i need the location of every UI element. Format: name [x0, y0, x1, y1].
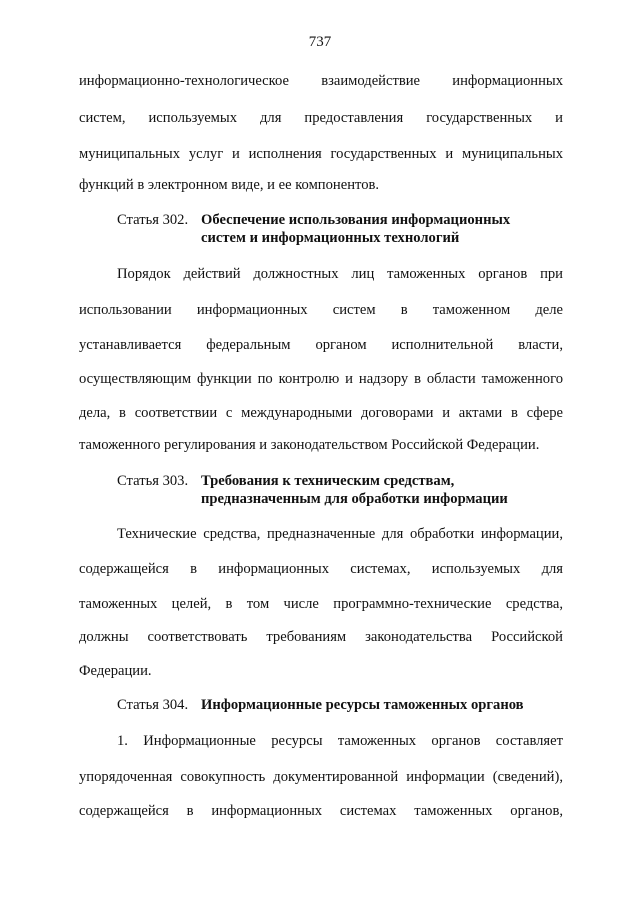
article-304-line-1: 1. Информационные ресурсы таможенных органов составляет — [117, 733, 563, 749]
article-304-title-line-1: Информационные ресурсы таможенных органов — [201, 697, 524, 713]
article-303-line-4: должны соответствовать требованиям законодательства Российской — [79, 629, 563, 645]
article-304-label: Статья 304. — [117, 697, 189, 713]
intro-line-2: систем, используемых для предоставления государственных и — [79, 110, 563, 126]
intro-line-4: функций в электронном виде, и ее компонентов. — [79, 177, 380, 193]
article-302-line-4: осуществляющим функции по контролю и надзору в области таможенного — [79, 371, 563, 387]
article-304-line-2: упорядоченная совокупность документированной информации (сведений), — [79, 769, 563, 785]
intro-line-3: муниципальных услуг и исполнения государственных и муниципальных — [79, 146, 563, 162]
article-302-line-5: дела, в соответствии с международными договорами и актами в сфере — [79, 405, 563, 421]
article-302-title-line-1: Обеспечение использования информационных — [201, 212, 511, 228]
article-302-line-1: Порядок действий должностных лиц таможенных органов при — [117, 266, 563, 282]
article-302-line-6: таможенного регулирования и законодательством Российской Федерации. — [79, 437, 540, 453]
article-302-label: Статья 302. — [117, 212, 189, 228]
intro-line-1: информационно-технологическое взаимодействие информационных — [79, 73, 563, 89]
article-302-line-3: устанавливается федеральным органом исполнительной власти, — [79, 337, 563, 353]
article-303-line-5: Федерации. — [79, 663, 152, 679]
article-303-line-2: содержащейся в информационных системах, используемых для — [79, 561, 563, 577]
article-303-line-3: таможенных целей, в том числе программно-технические средства, — [79, 596, 563, 612]
article-302-line-2: использовании информационных систем в таможенном деле — [79, 302, 563, 318]
article-303-label: Статья 303. — [117, 473, 189, 489]
page-number: 737 — [308, 34, 332, 50]
article-304-line-3: содержащейся в информационных системах таможенных органов, — [79, 803, 563, 819]
article-303-title-line-1: Требования к техническим средствам, — [201, 473, 455, 489]
article-303-title-line-2: предназначенным для обработки информации — [201, 491, 508, 507]
article-303-line-1: Технические средства, предназначенные для обработки информации, — [117, 526, 563, 542]
article-302-title-line-2: систем и информационных технологий — [201, 230, 460, 246]
